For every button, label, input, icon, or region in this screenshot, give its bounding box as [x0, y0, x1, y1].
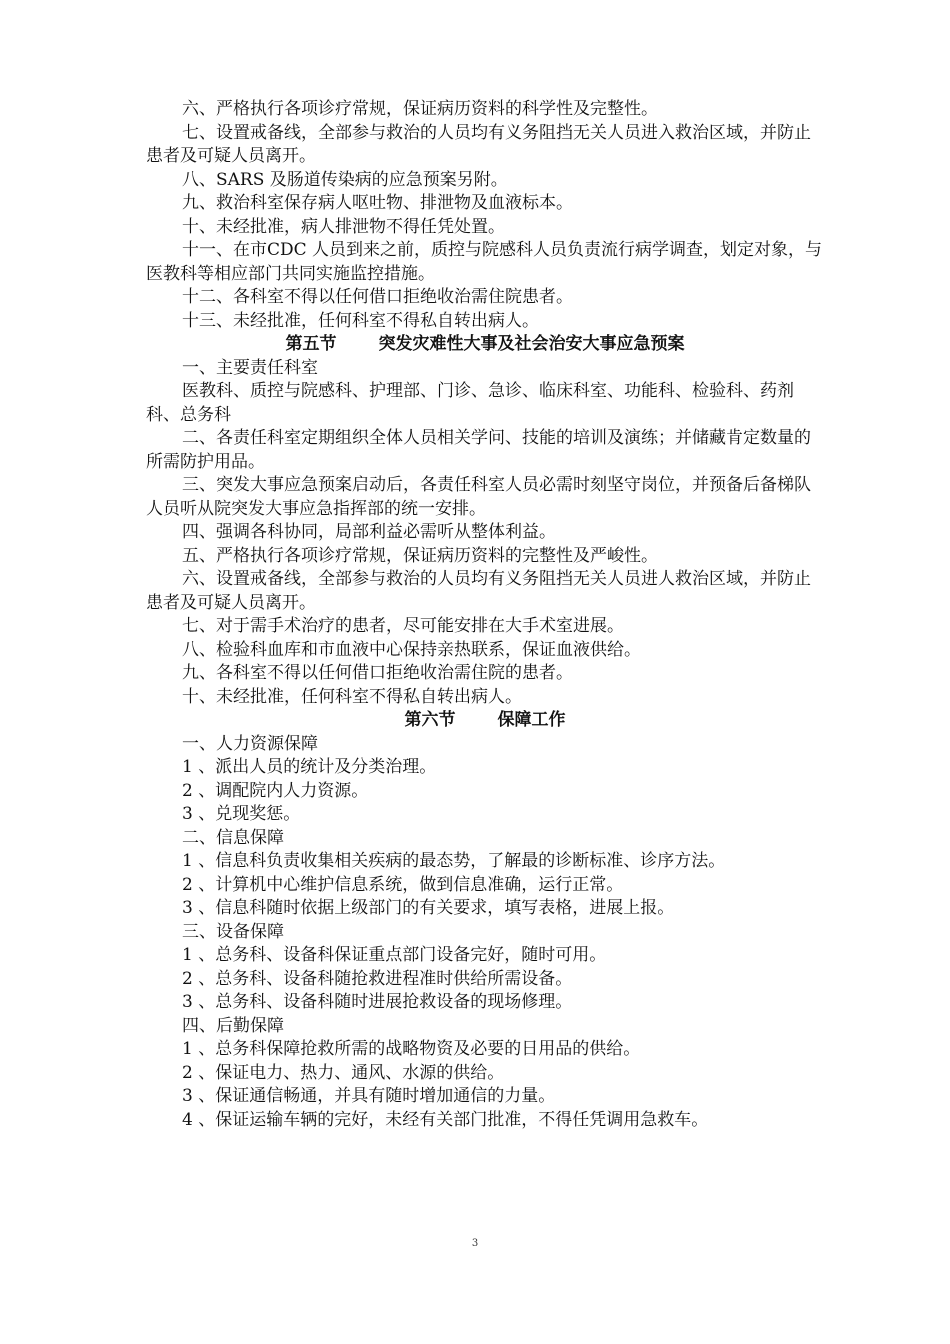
- paragraph: 八、检验科血库和市血液中心保持亲热联系，保证血液供给。: [182, 639, 641, 660]
- paragraph: 一、主要责任科室: [182, 357, 318, 378]
- list-item: 1 、总务科、设备科保证重点部门设备完好，随时可用。: [182, 945, 607, 965]
- group-heading: 一、人力资源保障: [182, 733, 318, 754]
- list-item: 1 、总务科保障抢救所需的战略物资及必要的日用品的供给。: [182, 1039, 641, 1059]
- list-item: 1 、派出人员的统计及分类治理。: [182, 757, 437, 777]
- section-title: 保障工作: [497, 710, 566, 730]
- list-item: 2 、计算机中心维护信息系统，做到信息准确，运行正常。: [182, 874, 624, 895]
- paragraph: 六、设置戒备线，全部参与救治的人员均有义务阻挡无关人员进人救治区域，并防止患者及可疑人员离开。: [146, 569, 811, 613]
- section-heading: [146, 333, 824, 357]
- paragraph: 十、未经批准，任何科室不得私自转出病人。: [182, 686, 522, 707]
- paragraph: 十一、在市CDC 人员到来之前，质控与院感科人员负责流行病学调查，划定对象，与医教科等相应部门共同实施监控措施。: [146, 240, 823, 284]
- list-item: 2 、调配院内人力资源。: [182, 780, 369, 801]
- paragraph: 十三、未经批准，任何科室不得私自转出病人。: [182, 310, 539, 331]
- paragraph: 九、各科室不得以任何借口拒绝收治需住院的患者。: [182, 663, 573, 683]
- list-item: 2 、总务科、设备科随抢救进程准时供给所需设备。: [182, 968, 573, 989]
- group-heading: 三、设备保障: [182, 921, 284, 942]
- paragraph: 八、SARS 及肠道传染病的应急预案另附。: [182, 169, 508, 190]
- list-item: 3 、信息科随时依据上级部门的有关要求，填写表格，进展上报。: [182, 898, 675, 918]
- paragraph: 十、未经批准，病人排泄物不得任凭处置。: [182, 216, 505, 237]
- section-title: 突发灾难性大事及社会治安大事应急预案: [378, 334, 685, 354]
- paragraph: 二、各责任科室定期组织全体人员相关学问、技能的培训及演练；并储藏肯定数量的所需防护用品。: [146, 428, 811, 472]
- group-heading: 二、信息保障: [182, 827, 284, 848]
- list-item: 3 、总务科、设备科随时进展抢救设备的现场修理。: [182, 992, 573, 1012]
- list-item: 4 、保证运输车辆的完好，未经有关部门批准，不得任凭调用急救车。: [182, 1109, 709, 1130]
- paragraph: 十二、各科室不得以任何借口拒绝收治需住院患者。: [182, 287, 573, 307]
- page-number: 3: [471, 1238, 479, 1249]
- paragraph: 七、对于需手术治疗的患者，尽可能安排在大手术室进展。: [182, 616, 624, 636]
- paragraph: 五、严格执行各项诊疗常规，保证病历资料的完整性及严峻性。: [182, 545, 658, 566]
- paragraph: 九、救治科室保存病人呕吐物、排泄物及血液标本。: [182, 193, 573, 213]
- list-item: 1 、信息科负责收集相关疾病的最态势，了解最的诊断标准、诊序方法。: [182, 851, 726, 871]
- paragraph: 六、严格执行各项诊疗常规，保证病历资料的科学性及完整性。: [182, 99, 658, 119]
- paragraph: 医教科、质控与院感科、护理部、门诊、急诊、临床科室、功能科、检验科、药剂科、总务科: [146, 381, 794, 425]
- section-number: 第五节: [285, 334, 337, 354]
- section-number: 第六节: [404, 710, 456, 730]
- paragraph: 三、突发大事应急预案启动后，各责任科室人员必需时刻坚守岗位，并预备后备梯队人员听从院突发大事应急指挥部的统一安排。: [146, 475, 811, 519]
- group-heading: 四、后勤保障: [182, 1015, 284, 1036]
- document-body: [146, 98, 824, 1132]
- list-item: 2 、保证电力、热力、通风、水源的供给。: [182, 1062, 505, 1083]
- list-item: 3 、兑现奖惩。: [182, 804, 301, 824]
- list-item: 3 、保证通信畅通，并具有随时增加通信的力量。: [182, 1086, 556, 1106]
- section-heading: [146, 709, 824, 733]
- paragraph: 四、强调各科协同，局部利益必需听从整体利益。: [182, 522, 556, 542]
- paragraph: 七、设置戒备线，全部参与救治的人员均有义务阻挡无关人员进入救治区域，并防止患者及可疑人员离开。: [146, 122, 811, 166]
